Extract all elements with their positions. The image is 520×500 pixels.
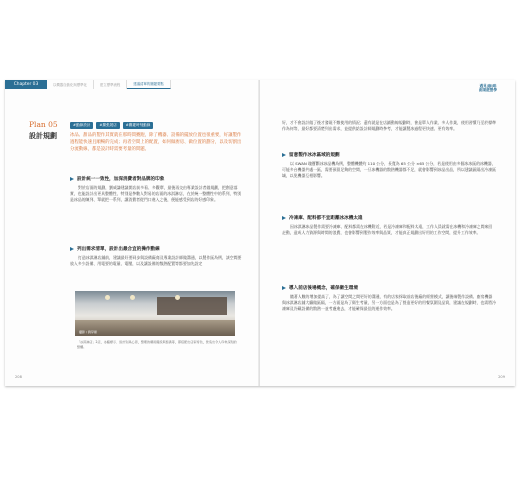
- page-number-right: 209: [498, 375, 505, 379]
- tag-1: #動線設計: [70, 122, 93, 129]
- right-page: [260, 80, 515, 386]
- photo-shelf: [157, 297, 227, 315]
- photo-light: [175, 295, 180, 300]
- photo-counter: [75, 320, 235, 336]
- logo-line-1: 遇見|咖|啡: [479, 84, 497, 88]
- left-page: [5, 80, 260, 386]
- section-1-heading: [70, 176, 242, 182]
- photo-credit: 攝影 / 劉學揚: [79, 330, 97, 334]
- section-5-heading: [282, 285, 496, 291]
- section-4-title: 冷凍庫、配料都不宜距離冰冰機太遠: [289, 216, 363, 221]
- tab-3: 建議清單的關鍵要點: [127, 80, 171, 89]
- triangle-icon: [282, 286, 286, 290]
- plan-title: 設計規劃: [29, 131, 57, 140]
- section-3-body: 以 SWAN 瑰寶斷冰冰品機為例，整體機體約 110 公分，長寬為 65 公分 ×65 公分，若是使用由多個冰冰區的冰機器，可能多台機器共處一區，需要預留足夠的空間，一旦冰機器的散熱機器都不足，就會影響到冰品出品，所以建議區隔出冷凍區域，以免機器互相影響。: [282, 161, 496, 179]
- section-1-title: 設計統一一致性，加深消費者對品牌的印象: [77, 177, 165, 182]
- plan-block: [29, 120, 63, 141]
- right-top-text: 好，才不會設計做了後才發現不敷使用的情況；還有就是在店鋪動線規劃時，會是單人作業、多人作業，使用習慣乃至於標準作為何等，最好都要清楚列出需求，並提供給設計師規劃時參考，才能讓製冰過程更快速、更有效率。: [282, 120, 496, 132]
- section-4: [282, 215, 496, 236]
- triangle-icon: [70, 247, 74, 251]
- brand-logo: [477, 84, 499, 93]
- section-2: [70, 246, 242, 267]
- page-number-left: 208: [15, 375, 22, 379]
- triangle-icon: [282, 153, 286, 157]
- section-3: [282, 152, 496, 179]
- section-3-heading: [282, 152, 496, 158]
- photo-light: [105, 295, 110, 300]
- section-5-title: 導入前店後場概念，確保衛生環境: [289, 286, 358, 291]
- chapter-label: Chapter 03: [5, 80, 47, 89]
- tab-2: 建立標準流程: [94, 80, 127, 89]
- logo-line-2: 創業經營學: [479, 88, 497, 93]
- section-1: [70, 176, 242, 203]
- triangle-icon: [282, 216, 286, 220]
- tag-3: #關鍵時刻動線: [123, 122, 154, 129]
- intro-text: 冰品、甜品的製作其實就在那時間賽跑，除了機器、設備的擺放位置也很重要，好讓製作過程能快速且順暢的完成；再者空間上的配置，如何做廚房、做位置的劃分，以及切割出分流動線，都是設計時需要考量的問題。: [70, 133, 242, 152]
- shop-photo: [75, 291, 235, 336]
- section-4-heading: [282, 215, 496, 221]
- plan-label: Plan 05: [29, 120, 58, 129]
- book-spread: [5, 80, 515, 386]
- section-2-heading: [70, 246, 242, 252]
- tag-list: [70, 122, 153, 129]
- section-5-body: 隨著人數的增加提高了，為了讓空間之間更好的溝通，有的店家採取前店後廠的經營模式，讓後端製作設備、廚房機器與冰淇淋店鋪大廳做區隔，一方面是為了衛生考量，另一方面也是為了營造更好的用餐氛圍及品質，建議在規劃時，也需將冷凍庫及冷藏設備的散熱一並考慮進去，才能確保最佳的運作效率。: [282, 294, 496, 312]
- photo-light: [130, 295, 135, 300]
- section-3-title: 留意製作冰冰區域的規劃: [289, 153, 340, 158]
- section-2-title: 列出需求清單，設計出最合宜的操作動線: [77, 247, 160, 252]
- section-2-body: 打造冰淇淋店鋪前，建議最好要同步與設備廠商及專業設計師做溝通，以製作區為例，該空間要放入多少設備、用電要的電量、電壓，以及讓設備的散熱配置等都要加先設定: [70, 255, 242, 267]
- section-5: [282, 285, 496, 312]
- section-4-body: 因冰淇淋冰品製作需要冷凍庫、配料都需在冰機附近，若是冷凍庫和配料太遠，工作人員就需在冰機和冷凍庫之間來回走動，造成人力資源與時間的浪費，也會影響到製作效率與品質，才能真正規劃出好用的工作空間，提升工作效率。: [282, 224, 493, 236]
- triangle-icon: [70, 177, 74, 181]
- section-1-body: 對於店面的規劃，劉威謙建議開店前多看、多觀摩，最後再交由專業設計者做規劃，把創意落實，也能設計出更具整體性、特別是參數人對易的店面的冰淇淋店，在於統一整體性中的系列，特別是冰品的陳列、單就把一系列，讓消費者從門口進入之後，便能感受到店的好感印象。: [70, 185, 242, 203]
- tab-1: 以機器自動化與標準化: [47, 80, 94, 89]
- photo-caption: 「冰淇淋店」2店，冰櫃標示、設計別具心思，整理的藝術擺設與裝潢等，都搭配出店家特色，營造出令人印象深刻的整體。: [77, 340, 237, 349]
- chapter-tab-bar: [5, 80, 260, 89]
- tag-2: #擴張展店: [96, 122, 119, 129]
